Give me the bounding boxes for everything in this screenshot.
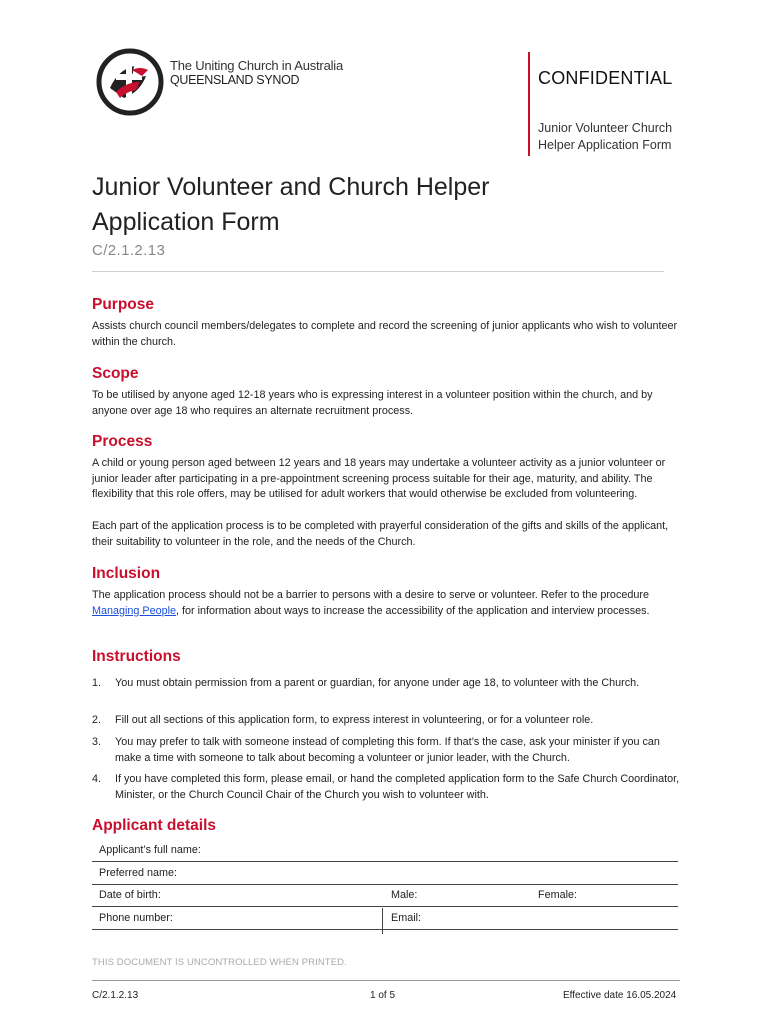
footer-code: C/2.1.2.13 [92,990,139,1001]
purpose-text: Assists church council members/delegates to complete and record the screening of junior applicants who wish to volunteer within the church. [92,320,678,348]
applicant-details-heading: Applicant details [92,817,217,834]
process-heading: Process [92,433,153,450]
list-item-number: 4. [92,773,102,785]
process-text-2: Each part of the application process is to be completed with prayerful consideration of the gifts and skills of the applicant, their suitability to volunteer in the role, and the needs of the Church. [92,520,669,548]
contact-row [92,907,678,930]
list-item-text: You must obtain permission from a parent or guardian, for anyone under age 18, to volunteer with the Church. [115,677,640,689]
preferred-name-label: Preferred name: [99,867,178,879]
list-item-text: If you have completed this form, please email, or hand the completed application form to the Safe Church Coordinator, Minister, or the Church Council Chair of the Church you wish to volunteer with. [115,773,680,801]
instructions-heading: Instructions [92,648,181,665]
list-item-number: 2. [92,714,102,726]
header-doc-title [538,120,672,154]
field-separator [382,908,383,934]
male-label[interactable]: Male: [391,889,418,901]
full-name-label: Applicant’s full name: [99,844,201,856]
org-line1: The Uniting Church in Australia [170,58,344,73]
page-title-line2: Application Form [92,208,280,236]
inclusion-text-before: The application process should not be a barrier to persons with a desire to serve or volunteer. Refer to the procedure [92,589,649,601]
purpose-heading: Purpose [92,296,155,313]
scope-heading: Scope [92,365,139,382]
process-text-1: A child or young person aged between 12 years and 18 years may undertake a volunteer activity as a junior volunteer or junior leader after participating in a pre-appointment screening process suitable for their age, maturity, and ability. The flexibility that this role offers, may be utilised for adult workers that would otherwise be excluded from volunteering. [92,457,666,500]
effective-date: Effective date 16.05.2024 [563,990,677,1001]
inclusion-text-after: , for information about ways to increase the accessibility of the application and interview processes. [176,604,650,617]
inclusion-heading: Inclusion [92,565,161,582]
header-divider [528,52,530,156]
list-item [92,735,682,766]
confidential-label: CONFIDENTIAL [538,68,673,88]
list-item-text: You may prefer to talk with someone instead of completing this form. If that’s the case, ask your minister if you can make a time with someone to talk about becoming a volunteer or junior leader, with the Church. [115,736,660,764]
title-divider [92,271,664,272]
page-title [92,170,652,240]
dob-gender-row [92,884,678,907]
page-title-line1: Junior Volunteer and Church Helper [92,173,490,201]
list-item-text: Fill out all sections of this application form, to express interest in volunteering, or for a volunteer role. [115,714,594,726]
inclusion-text [92,588,682,619]
dob-label[interactable]: Date of birth: [99,889,161,901]
female-label[interactable]: Female: [538,889,578,901]
scope-text: To be utilised by anyone aged 12-18 years who is expressing interest in a volunteer position within the church, and by anyone over age 18 who requires an alternate recruitment process. [92,389,653,417]
header-doc-title-line2: Helper Application Form [538,138,672,152]
document-code: C/2.1.2.13 [92,242,166,259]
uncontrolled-notice: THIS DOCUMENT IS UNCONTROLLED WHEN PRINTED. [92,957,347,968]
list-item-number: 3. [92,736,102,748]
list-item [92,676,682,692]
managing-people-link[interactable]: Managing People [92,604,177,617]
uniting-church-logo-icon [96,48,164,116]
list-item [92,713,682,729]
page-number: 1 of 5 [370,990,396,1001]
phone-label[interactable]: Phone number: [99,912,173,924]
org-line2: QUEENSLAND SYNOD [170,73,300,87]
footer-divider [92,980,680,981]
preferred-name-field[interactable] [92,862,678,885]
full-name-field[interactable] [92,839,678,862]
email-label[interactable]: Email: [391,912,421,924]
list-item-number: 1. [92,677,102,689]
organisation-name [170,58,343,88]
header-doc-title-line1: Junior Volunteer Church [538,121,673,135]
list-item [92,772,682,803]
